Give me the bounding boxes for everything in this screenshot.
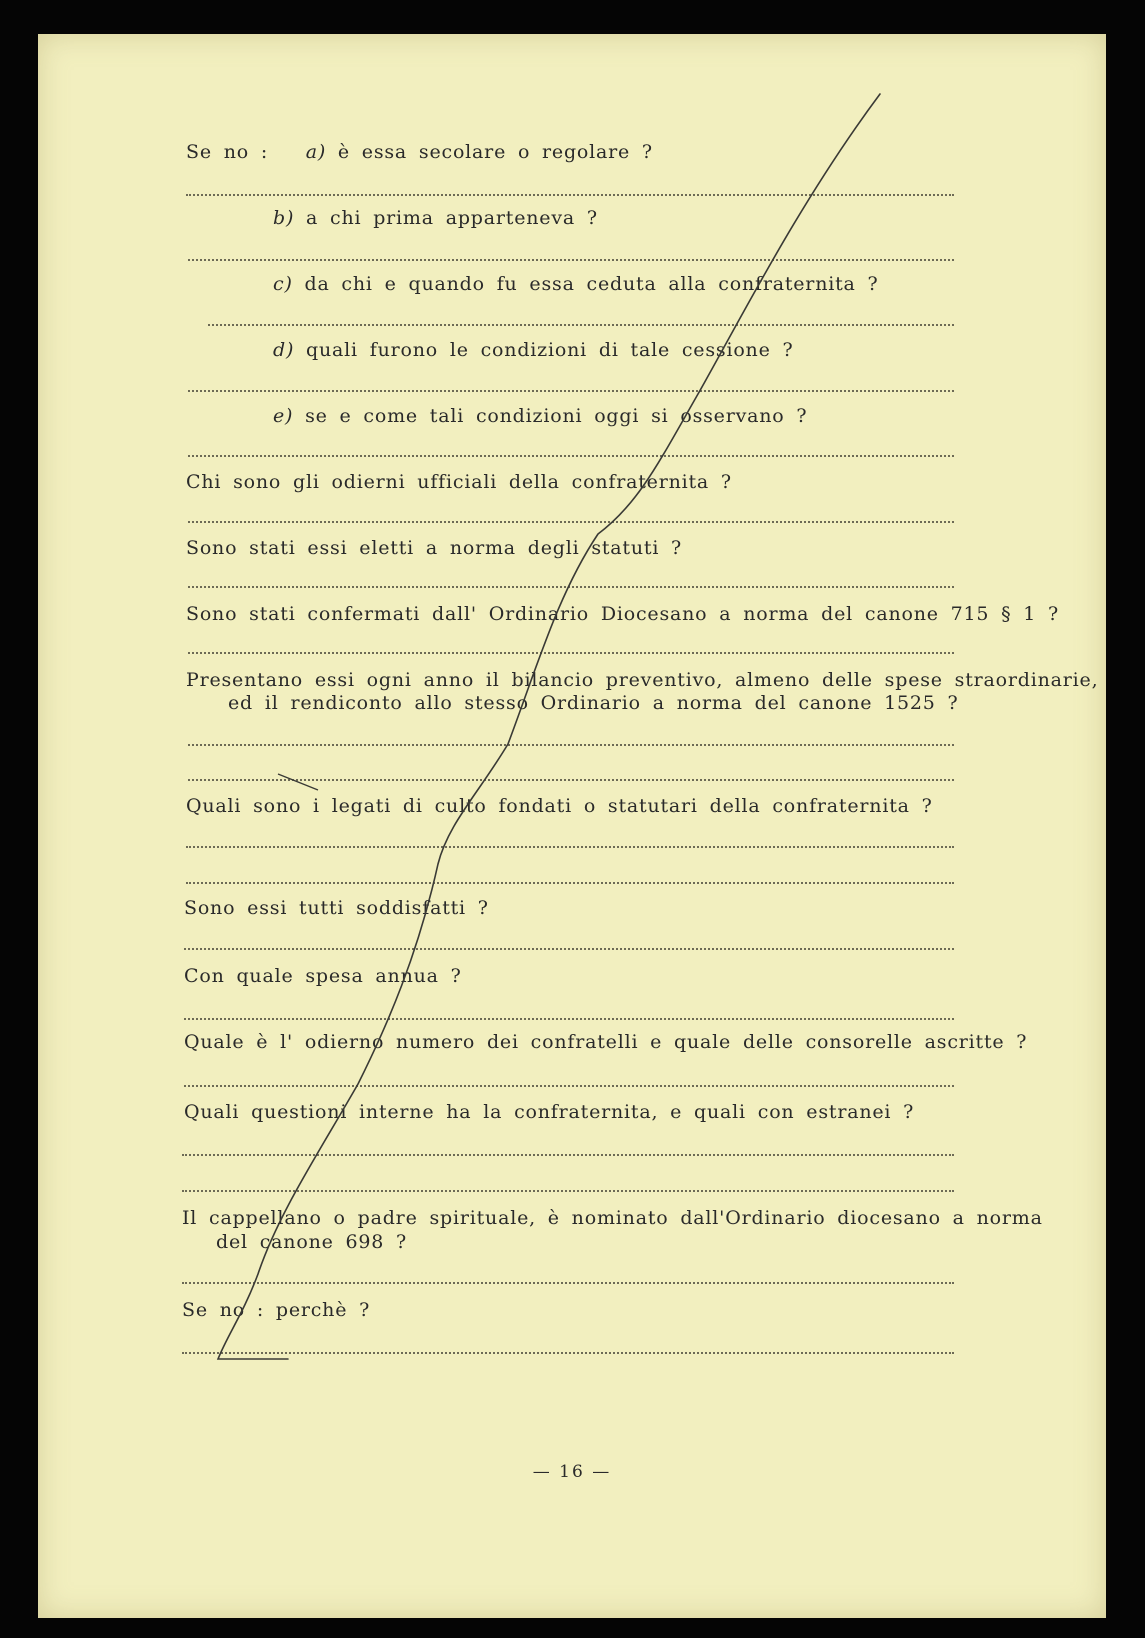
page-number: — 16 — <box>532 1462 612 1482</box>
item-marker: c) <box>273 273 293 295</box>
question-b <box>273 206 598 230</box>
question-text: a chi prima apparteneva ? <box>306 207 598 229</box>
answer-line[interactable] <box>184 1018 954 1020</box>
answer-line[interactable] <box>184 948 954 950</box>
question-e <box>273 404 807 428</box>
question-numero: Quale è l' odierno numero dei confratelli e quale delle consorelle ascritte ? <box>184 1031 1028 1053</box>
answer-line[interactable] <box>188 779 954 781</box>
question-d <box>273 338 793 362</box>
question-ufficiali: Chi sono gli odierni ufficiali della confraternita ? <box>186 471 732 493</box>
question-legati: Quali sono i legati di culto fondati o statutari della confraternita ? <box>186 795 933 817</box>
answer-line[interactable] <box>186 846 954 848</box>
question-bilancio: Presentano essi ogni anno il bilancio preventivo, almeno delle spese straordinarie, <box>186 669 1099 691</box>
item-marker: b) <box>273 207 295 229</box>
answer-line[interactable] <box>188 259 954 261</box>
answer-line[interactable] <box>188 455 954 457</box>
item-marker: a) <box>305 141 327 163</box>
answer-line[interactable] <box>188 390 954 392</box>
question-text: quali furono le condizioni di tale cessione ? <box>306 339 794 361</box>
answer-line[interactable] <box>182 1282 954 1284</box>
question-questioni: Quali questioni interne ha la confraternita, e quali con estranei ? <box>184 1101 915 1123</box>
answer-line[interactable] <box>182 1154 954 1156</box>
question-text: è essa secolare o regolare ? <box>337 141 653 163</box>
question-bilancio-cont: ed il rendiconto allo stesso Ordinario a norma del canone 1525 ? <box>228 692 959 714</box>
answer-line[interactable] <box>186 882 954 884</box>
question-perche: Se no : perchè ? <box>182 1299 371 1321</box>
answer-line[interactable] <box>188 652 954 654</box>
item-marker: e) <box>273 405 294 427</box>
answer-line[interactable] <box>208 324 954 326</box>
question-se-no-a <box>186 140 653 164</box>
question-cappellano: Il cappellano o padre spirituale, è nominato dall'Ordinario diocesano a norma <box>182 1207 1043 1229</box>
question-soddisfatti: Sono essi tutti soddisfatti ? <box>184 897 489 919</box>
answer-line[interactable] <box>184 1085 954 1087</box>
document-page <box>38 34 1106 1618</box>
item-marker: d) <box>273 339 295 361</box>
question-c <box>273 272 879 296</box>
answer-line[interactable] <box>182 1352 954 1354</box>
question-spesa: Con quale spesa annua ? <box>184 965 462 987</box>
answer-line[interactable] <box>188 521 954 523</box>
question-text: se e come tali condizioni oggi si osservano ? <box>305 405 808 427</box>
question-cappellano-cont: del canone 698 ? <box>216 1231 407 1253</box>
answer-line[interactable] <box>182 1190 954 1192</box>
question-eletti: Sono stati essi eletti a norma degli statuti ? <box>186 537 683 559</box>
answer-line[interactable] <box>186 194 954 196</box>
question-text: da chi e quando fu essa ceduta alla confraternita ? <box>304 273 879 295</box>
question-confermati: Sono stati confermati dall' Ordinario Diocesano a norma del canone 715 § 1 ? <box>186 603 1059 625</box>
answer-line[interactable] <box>188 744 954 746</box>
se-no-prefix: Se no : <box>186 141 269 163</box>
answer-line[interactable] <box>188 586 954 588</box>
